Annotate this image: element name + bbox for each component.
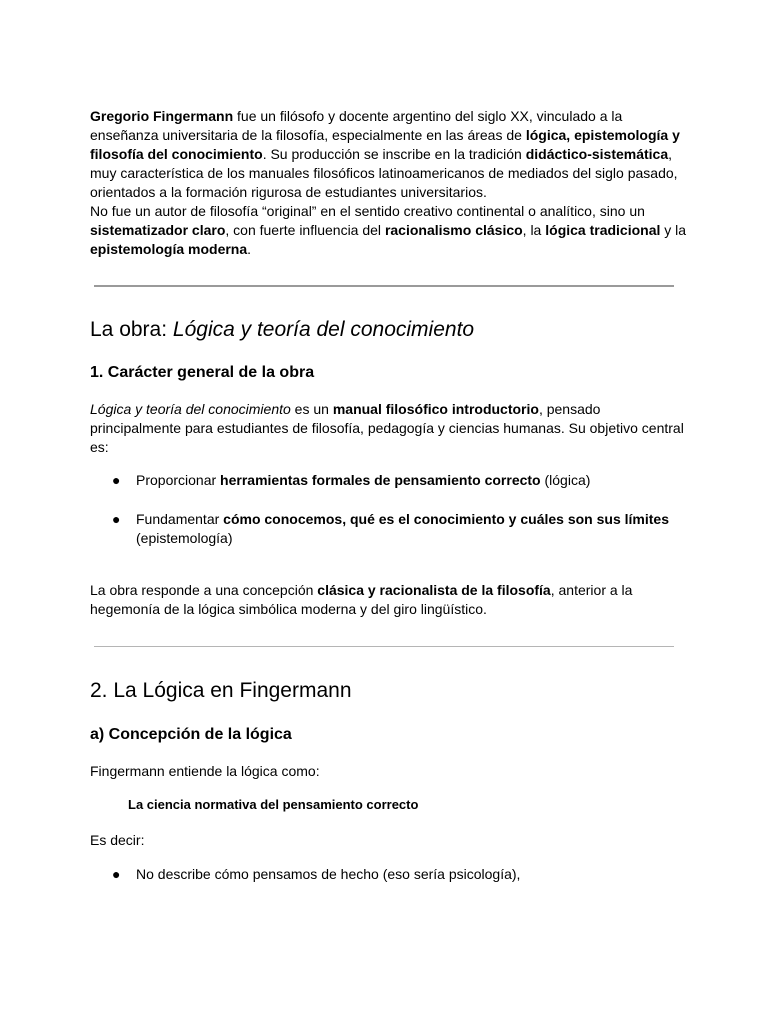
section-1-heading-block [90, 363, 690, 383]
section-1-paragraph [90, 400, 690, 457]
text-run: manual filosófico introductorio [332, 401, 539, 417]
es-decir-paragraph: Es decir: [90, 832, 145, 848]
text-run: racionalismo clásico [384, 222, 523, 238]
text-run: , la [522, 222, 546, 238]
work-title [90, 317, 690, 343]
text-run: lógica, epistemología y filosofía del conocimiento [90, 127, 680, 162]
text-run: herramientas formales de pensamiento correcto [220, 472, 541, 488]
text-run: sistematizador claro [90, 222, 226, 238]
work-title-prefix: La obra: [90, 318, 173, 341]
work-title-block [90, 317, 690, 343]
text-run: Proporcionar [136, 472, 221, 488]
text-run: (epistemología) [136, 530, 233, 546]
text-run: y la [660, 222, 687, 238]
text-run: , muy característica de los manuales filosóficos latinoamericanos de mediados del siglo pasado, orientados a la formación rigurosa de estudiantes universitarios. [90, 146, 678, 200]
text-run: . Su producción se inscribe en la tradición [262, 146, 526, 162]
text-run: (lógica) [540, 472, 591, 488]
text-run: didáctico-sistemática [525, 146, 669, 162]
section-2-heading: 2. La Lógica en Fingermann [90, 679, 352, 702]
logic-paragraph-block [90, 762, 690, 781]
text-run: , anterior a la hegemonía de la lógica simbólica moderna y del giro lingüístico. [90, 582, 633, 617]
es-decir-block [90, 831, 690, 850]
section-1-closing-paragraph [90, 581, 690, 619]
text-run: fue un filósofo y docente argentino del siglo XX, vinculado a la enseñanza universitaria de la filosofía, especialmente en las áreas de [90, 108, 623, 143]
text-run: , pensado principalmente para estudiantes de filosofía, pedagogía y ciencias humanas. Su objetivo central es: [90, 401, 684, 455]
subsection-a-heading: a) Concepción de la lógica [90, 726, 292, 743]
text-run: . [247, 241, 252, 257]
work-title-italic: Lógica y teoría del conocimiento [172, 318, 475, 341]
intro-block [90, 107, 690, 259]
intro-paragraph-1 [90, 107, 690, 202]
section-1-closing-block [90, 581, 690, 619]
subsection-a-block [90, 725, 690, 745]
list-item-text [136, 471, 690, 490]
intro-paragraph-2 [90, 202, 690, 259]
logic-paragraph: Fingermann entiende la lógica como: [90, 763, 320, 779]
section-1-heading: 1. Carácter general de la obra [90, 364, 315, 381]
divider-1 [94, 285, 674, 287]
text-run: Lógica y teoría del conocimiento [90, 401, 291, 417]
text-run: epistemología moderna [90, 241, 248, 257]
list-item-text: No describe cómo pensamos de hecho (eso sería psicología), [136, 866, 521, 882]
text-run: No fue un autor de filosofía “original” en el sentido creativo continental o analítico, sino un [90, 203, 645, 219]
bullet-icon: ● [112, 472, 121, 488]
text-run: clásica y racionalista de la filosofía [317, 582, 551, 598]
bullet-icon: ● [112, 511, 121, 527]
text-run: es un [290, 401, 333, 417]
text-run: Gregorio Fingermann [90, 108, 234, 124]
divider-2 [94, 646, 674, 647]
text-run: , con fuerte influencia del [225, 222, 385, 238]
section-2-heading-block [90, 678, 690, 704]
text-run: lógica tradicional [545, 222, 661, 238]
definition-quote: La ciencia normativa del pensamiento correcto [128, 797, 419, 812]
bullet-icon: ● [112, 866, 121, 882]
text-run: La obra responde a una concepción [90, 582, 318, 598]
text-run: Fundamentar [136, 511, 224, 527]
section-1-paragraph-block [90, 400, 690, 457]
list-item-text [136, 510, 690, 548]
text-run: cómo conocemos, qué es el conocimiento y cuáles son sus límites [223, 511, 669, 527]
